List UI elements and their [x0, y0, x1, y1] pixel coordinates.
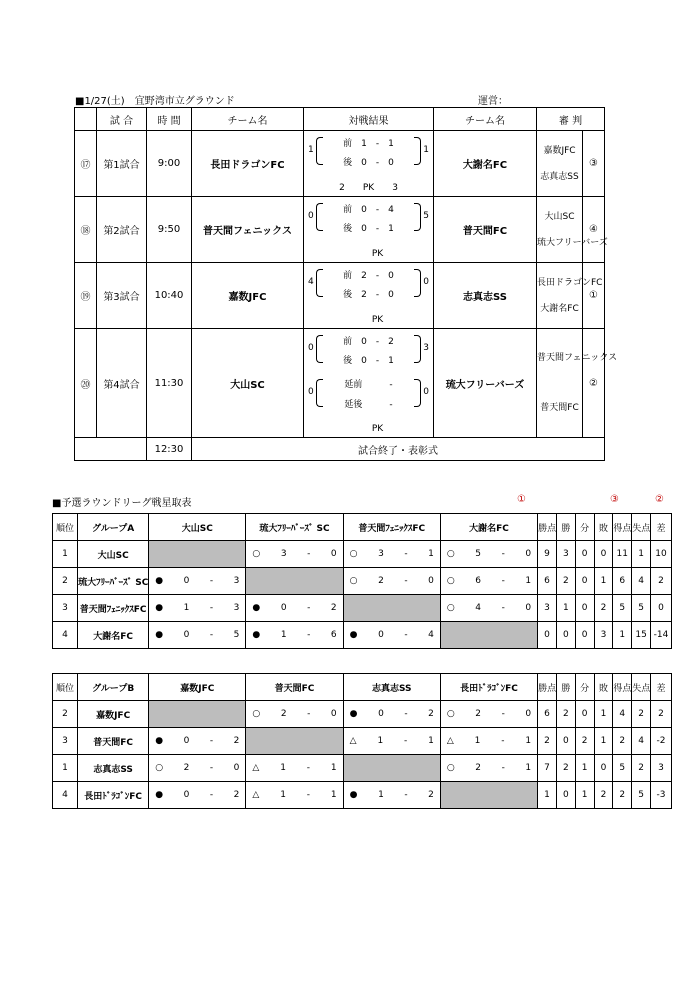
match-number: ⑲: [75, 263, 97, 329]
second-half-score: 後 0 - 1: [343, 356, 394, 366]
closing-blank: [75, 438, 147, 461]
stat-cell: -3: [651, 782, 672, 809]
col-result: 対戦結果: [304, 108, 434, 131]
match-cell: ● 1 - 2: [343, 782, 440, 809]
stat-cell: 2: [556, 568, 575, 595]
league-header-cell: 得点: [613, 674, 632, 701]
rank: 2: [53, 701, 78, 728]
management-label: 運営：: [478, 96, 508, 107]
home-total: 1: [308, 145, 314, 155]
stat-cell: 5: [613, 755, 632, 782]
away-total: 1: [423, 145, 429, 155]
league-header-cell: 得点: [613, 514, 632, 541]
second-half-score: 後 0 - 1: [343, 224, 394, 234]
home-team: 長田ドラゴンFC: [192, 131, 304, 197]
league-header-cell: 普天間ﾌｪﾆｯｸｽFC: [343, 514, 440, 541]
league-mark-3: ②: [655, 494, 664, 505]
col-home-team: チーム名: [192, 108, 304, 131]
col-time: 時 間: [147, 108, 192, 131]
pk-score: 2 PK 3: [339, 183, 398, 193]
home-total: 0: [308, 343, 314, 353]
match-result: [304, 263, 434, 329]
extra-first-score: 延前 -: [344, 380, 411, 390]
stat-cell: 6: [613, 568, 632, 595]
league-header-cell: 分: [575, 514, 594, 541]
league-header-cell: 嘉数JFC: [149, 674, 246, 701]
league-header-cell: 敗: [594, 674, 613, 701]
match-cell: ○ 2 - 0: [246, 701, 343, 728]
away-team: 琉大フリーバーズ: [434, 329, 537, 438]
self-cell: [440, 622, 537, 649]
stat-cell: 4: [632, 568, 651, 595]
stat-cell: 4: [613, 701, 632, 728]
pk-score: PK: [371, 315, 384, 325]
stat-cell: 15: [632, 622, 651, 649]
league-header-cell: 勝: [556, 674, 575, 701]
stat-cell: 3: [651, 755, 672, 782]
referees: 普天間フェニックス 普天間FC: [537, 329, 583, 438]
stat-cell: 0: [594, 755, 613, 782]
stat-cell: 2: [556, 755, 575, 782]
team-name: 大謝名FC: [78, 622, 149, 649]
stat-cell: 3: [556, 541, 575, 568]
match-game: 第3試合: [97, 263, 147, 329]
rank: 1: [53, 541, 78, 568]
match-row: [75, 329, 605, 438]
extra-second-score: 延後 -: [344, 400, 411, 410]
schedule-table: [74, 107, 618, 461]
match-cell: △ 1 - 1: [343, 728, 440, 755]
stat-cell: 10: [651, 541, 672, 568]
stat-cell: 4: [632, 728, 651, 755]
table-row: [53, 728, 672, 755]
stat-cell: -14: [651, 622, 672, 649]
league-header-cell: 琉大ﾌﾘｰﾊﾞｰｽﾞ SC: [246, 514, 343, 541]
stat-cell: 2: [556, 701, 575, 728]
stat-cell: 0: [556, 728, 575, 755]
league-header-cell: 差: [651, 514, 672, 541]
match-cell: ● 0 - 5: [149, 622, 246, 649]
match-cell: ● 0 - 2: [246, 595, 343, 622]
stat-cell: 0: [575, 595, 594, 622]
table-row: [53, 782, 672, 809]
match-cell: ○ 2 - 0: [149, 755, 246, 782]
stat-cell: -2: [651, 728, 672, 755]
et-home-total: 0: [308, 387, 314, 397]
team-name: 志真志SS: [78, 755, 149, 782]
league-header-cell: 大謝名FC: [440, 514, 537, 541]
pk-score: PK: [371, 249, 384, 259]
table-row: [53, 622, 672, 649]
match-cell: ○ 4 - 0: [440, 595, 537, 622]
stat-cell: 3: [594, 622, 613, 649]
stat-cell: 2: [594, 595, 613, 622]
stat-cell: 0: [594, 541, 613, 568]
stat-cell: 2: [632, 755, 651, 782]
stat-cell: 3: [538, 595, 557, 622]
stat-cell: 1: [594, 701, 613, 728]
match-cell: ○ 5 - 0: [440, 541, 537, 568]
self-cell: [343, 755, 440, 782]
match-result: [304, 329, 434, 438]
league-mark-1: ①: [517, 494, 526, 505]
league-header-cell: 長田ﾄﾞﾗｺﾞﾝFC: [440, 674, 537, 701]
match-number: ⑰: [75, 131, 97, 197]
first-half-score: 前 1 - 1: [343, 139, 394, 149]
stat-cell: 1: [538, 782, 557, 809]
stat-cell: 2: [632, 701, 651, 728]
away-total: 3: [423, 343, 429, 353]
away-team: 普天間FC: [434, 197, 537, 263]
team-name: 普天間ﾌｪﾆｯｸｽFC: [78, 595, 149, 622]
closing-time: 12:30: [147, 438, 192, 461]
team-name: 嘉数JFC: [78, 701, 149, 728]
league-header-cell: 勝点: [538, 514, 557, 541]
stat-cell: 0: [575, 541, 594, 568]
league-header-cell: グループB: [78, 674, 149, 701]
table-row: [53, 568, 672, 595]
referee-number: ④: [583, 197, 605, 263]
second-half-score: 後 0 - 0: [343, 158, 394, 168]
match-time: 9:50: [147, 197, 192, 263]
league-header-cell: 失点: [632, 674, 651, 701]
stat-cell: 2: [651, 568, 672, 595]
match-row: [75, 263, 605, 329]
away-team: 大謝名FC: [434, 131, 537, 197]
stat-cell: 6: [538, 568, 557, 595]
match-result: [304, 197, 434, 263]
team-name: 普天間FC: [78, 728, 149, 755]
match-cell: ● 1 - 3: [149, 595, 246, 622]
league-header-cell: 勝点: [538, 674, 557, 701]
league-header-cell: 敗: [594, 514, 613, 541]
referees: 大山SC 琉大フリーバーズ: [537, 197, 583, 263]
home-total: 0: [308, 211, 314, 221]
stat-cell: 1: [613, 622, 632, 649]
team-name: 琉大ﾌﾘｰﾊﾞｰｽﾞ SC: [78, 568, 149, 595]
rank: 4: [53, 622, 78, 649]
referees: 長田ドラゴンFC 大謝名FC: [537, 263, 583, 329]
match-cell: ○ 2 - 1: [440, 755, 537, 782]
stat-cell: 0: [538, 622, 557, 649]
rank: 4: [53, 782, 78, 809]
table-row: [53, 595, 672, 622]
home-team: 普天間フェニックス: [192, 197, 304, 263]
stat-cell: 2: [651, 701, 672, 728]
match-cell: ○ 3 - 0: [246, 541, 343, 568]
match-time: 11:30: [147, 329, 192, 438]
self-cell: [149, 701, 246, 728]
match-cell: ○ 6 - 1: [440, 568, 537, 595]
closing-text: 試合終了・表彰式: [192, 438, 605, 461]
match-game: 第4試合: [97, 329, 147, 438]
self-cell: [440, 782, 537, 809]
stat-cell: 9: [538, 541, 557, 568]
league-mark-2: ③: [610, 494, 619, 505]
self-cell: [246, 728, 343, 755]
team-name: 大山SC: [78, 541, 149, 568]
league-header-cell: 普天間FC: [246, 674, 343, 701]
stat-cell: 2: [613, 728, 632, 755]
col-blank: [75, 108, 97, 131]
rank: 3: [53, 728, 78, 755]
match-number: ⑱: [75, 197, 97, 263]
match-time: 9:00: [147, 131, 192, 197]
referees: 嘉数JFC 志真志SS: [537, 131, 583, 197]
match-cell: △ 1 - 1: [440, 728, 537, 755]
match-cell: ○ 2 - 0: [343, 568, 440, 595]
stat-cell: 6: [538, 701, 557, 728]
stat-cell: 1: [594, 568, 613, 595]
first-half-score: 前 0 - 4: [343, 205, 394, 215]
rank: 2: [53, 568, 78, 595]
league-header-cell: 大山SC: [149, 514, 246, 541]
match-result: [304, 131, 434, 197]
league-header-cell: 勝: [556, 514, 575, 541]
stat-cell: 1: [632, 541, 651, 568]
match-cell: ● 0 - 2: [343, 701, 440, 728]
referee-number: ①: [583, 263, 605, 329]
league-title: ■予選ラウンドリーグ戦星取表: [52, 498, 192, 509]
stat-cell: 5: [613, 595, 632, 622]
stat-cell: 2: [575, 728, 594, 755]
match-cell: ● 1 - 6: [246, 622, 343, 649]
match-game: 第2試合: [97, 197, 147, 263]
referee-number: ③: [583, 131, 605, 197]
match-cell: ○ 2 - 0: [440, 701, 537, 728]
stat-cell: 0: [651, 595, 672, 622]
match-game: 第1試合: [97, 131, 147, 197]
col-referee: 審 判: [537, 108, 605, 131]
match-cell: ● 0 - 2: [149, 728, 246, 755]
match-row: [75, 197, 605, 263]
table-row: [53, 541, 672, 568]
group-b-table: [52, 673, 672, 809]
table-row: [53, 701, 672, 728]
stat-cell: 0: [556, 622, 575, 649]
self-cell: [246, 568, 343, 595]
stat-cell: 1: [575, 755, 594, 782]
referee-number: ②: [583, 329, 605, 438]
stat-cell: 5: [632, 595, 651, 622]
col-game: 試 合: [97, 108, 147, 131]
stat-cell: 2: [594, 782, 613, 809]
self-cell: [149, 541, 246, 568]
et-away-total: 0: [423, 387, 429, 397]
match-cell: ● 0 - 4: [343, 622, 440, 649]
self-cell: [343, 595, 440, 622]
away-total: 0: [423, 277, 429, 287]
home-team: 大山SC: [192, 329, 304, 438]
stat-cell: 0: [556, 782, 575, 809]
stat-cell: 1: [556, 595, 575, 622]
rank: 1: [53, 755, 78, 782]
first-half-score: 前 2 - 0: [343, 271, 394, 281]
pk-score: PK: [371, 424, 384, 434]
col-away-team: チーム名: [434, 108, 537, 131]
table-row: [53, 755, 672, 782]
league-header-cell: 順位: [53, 514, 78, 541]
league-header-cell: グループA: [78, 514, 149, 541]
match-cell: ○ 3 - 1: [343, 541, 440, 568]
match-cell: ● 0 - 2: [149, 782, 246, 809]
match-cell: ● 0 - 3: [149, 568, 246, 595]
rank: 3: [53, 595, 78, 622]
home-team: 嘉数JFC: [192, 263, 304, 329]
stat-cell: 7: [538, 755, 557, 782]
stat-cell: 0: [575, 701, 594, 728]
away-team: 志真志SS: [434, 263, 537, 329]
match-time: 10:40: [147, 263, 192, 329]
match-cell: △ 1 - 1: [246, 755, 343, 782]
group-a-table: [52, 513, 672, 649]
stat-cell: 1: [575, 782, 594, 809]
stat-cell: 0: [575, 568, 594, 595]
league-header-cell: 分: [575, 674, 594, 701]
away-total: 5: [423, 211, 429, 221]
stat-cell: 11: [613, 541, 632, 568]
first-half-score: 前 0 - 2: [343, 337, 394, 347]
match-number: ⑳: [75, 329, 97, 438]
date-venue: ■1/27(土) 宜野湾市立グラウンド: [75, 96, 235, 107]
league-header-cell: 失点: [632, 514, 651, 541]
stat-cell: 2: [538, 728, 557, 755]
stat-cell: 2: [613, 782, 632, 809]
home-total: 4: [308, 277, 314, 287]
second-half-score: 後 2 - 0: [343, 290, 394, 300]
match-row: [75, 131, 605, 197]
league-header-cell: 志真志SS: [343, 674, 440, 701]
league-header-cell: 順位: [53, 674, 78, 701]
league-header-cell: 差: [651, 674, 672, 701]
stat-cell: 0: [575, 622, 594, 649]
match-cell: △ 1 - 1: [246, 782, 343, 809]
team-name: 長田ﾄﾞﾗｺﾞﾝFC: [78, 782, 149, 809]
stat-cell: 1: [594, 728, 613, 755]
stat-cell: 5: [632, 782, 651, 809]
